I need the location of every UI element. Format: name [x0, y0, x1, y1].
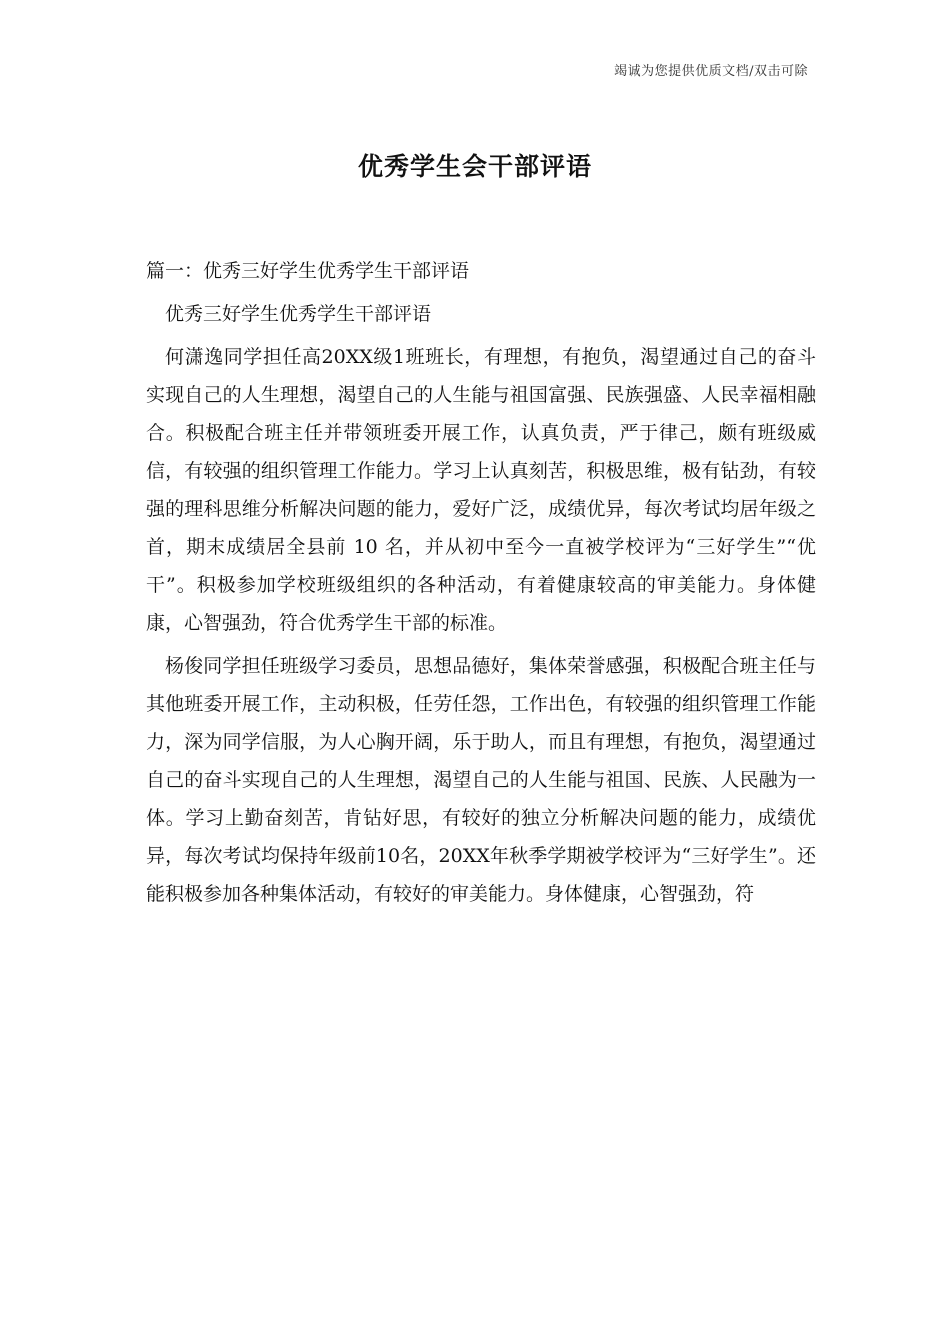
paragraph-2: 杨俊同学担任班级学习委员，思想品德好，集体荣誉感强，积极配合班主任与其他班委开展工作，主动积极，任劳任怨，工作出色，有较强的组织管理工作能力，深为同学信服，为人心胸开阔，乐于助人，而且有理想，有抱负，渴望通过自己的奋斗实现自己的人生理想，渴望自己的人生能与祖国、民族、人民融为一体。学习上勤奋刻苦，肯钻好思，有较好的独立分析解决问题的能力，成绩优异，每次考试均保持年级前10名，20XX年秋季学期被学校评为“三好学生”。还能积极参加各种集体活动，有较好的审美能力。身体健康，心智强劲，符	[146, 655, 816, 905]
document-title: 优秀学生会干部评语	[357, 152, 592, 181]
document-body	[146, 252, 816, 918]
section-heading: 篇一：优秀三好学生优秀学生干部评语	[146, 260, 470, 282]
paragraph-1: 何潇逸同学担任高20XX级1班班长，有理想，有抱负，渴望通过自己的奋斗实现自己的人生理想，渴望自己的人生能与祖国富强、民族强盛、人民幸福相融合。积极配合班主任并带领班委开展工作，认真负责，严于律己，颇有班级威信，有较强的组织管理工作能力。学习上认真刻苦，积极思维，极有钻劲，有较强的理科思维分析解决问题的能力，爱好广泛，成绩优异，每次考试均居年级之首，期末成绩居全县前 10 名，并从初中至今一直被学校评为“三好学生”“优干”。积极参加学校班级组织的各种活动，有着健康较高的审美能力。身体健康，心智强劲，符合优秀学生干部的标准。	[146, 346, 816, 634]
header-note: 竭诚为您提供优质文档/双击可除	[614, 64, 808, 79]
subheading: 优秀三好学生优秀学生干部评语	[165, 303, 432, 325]
